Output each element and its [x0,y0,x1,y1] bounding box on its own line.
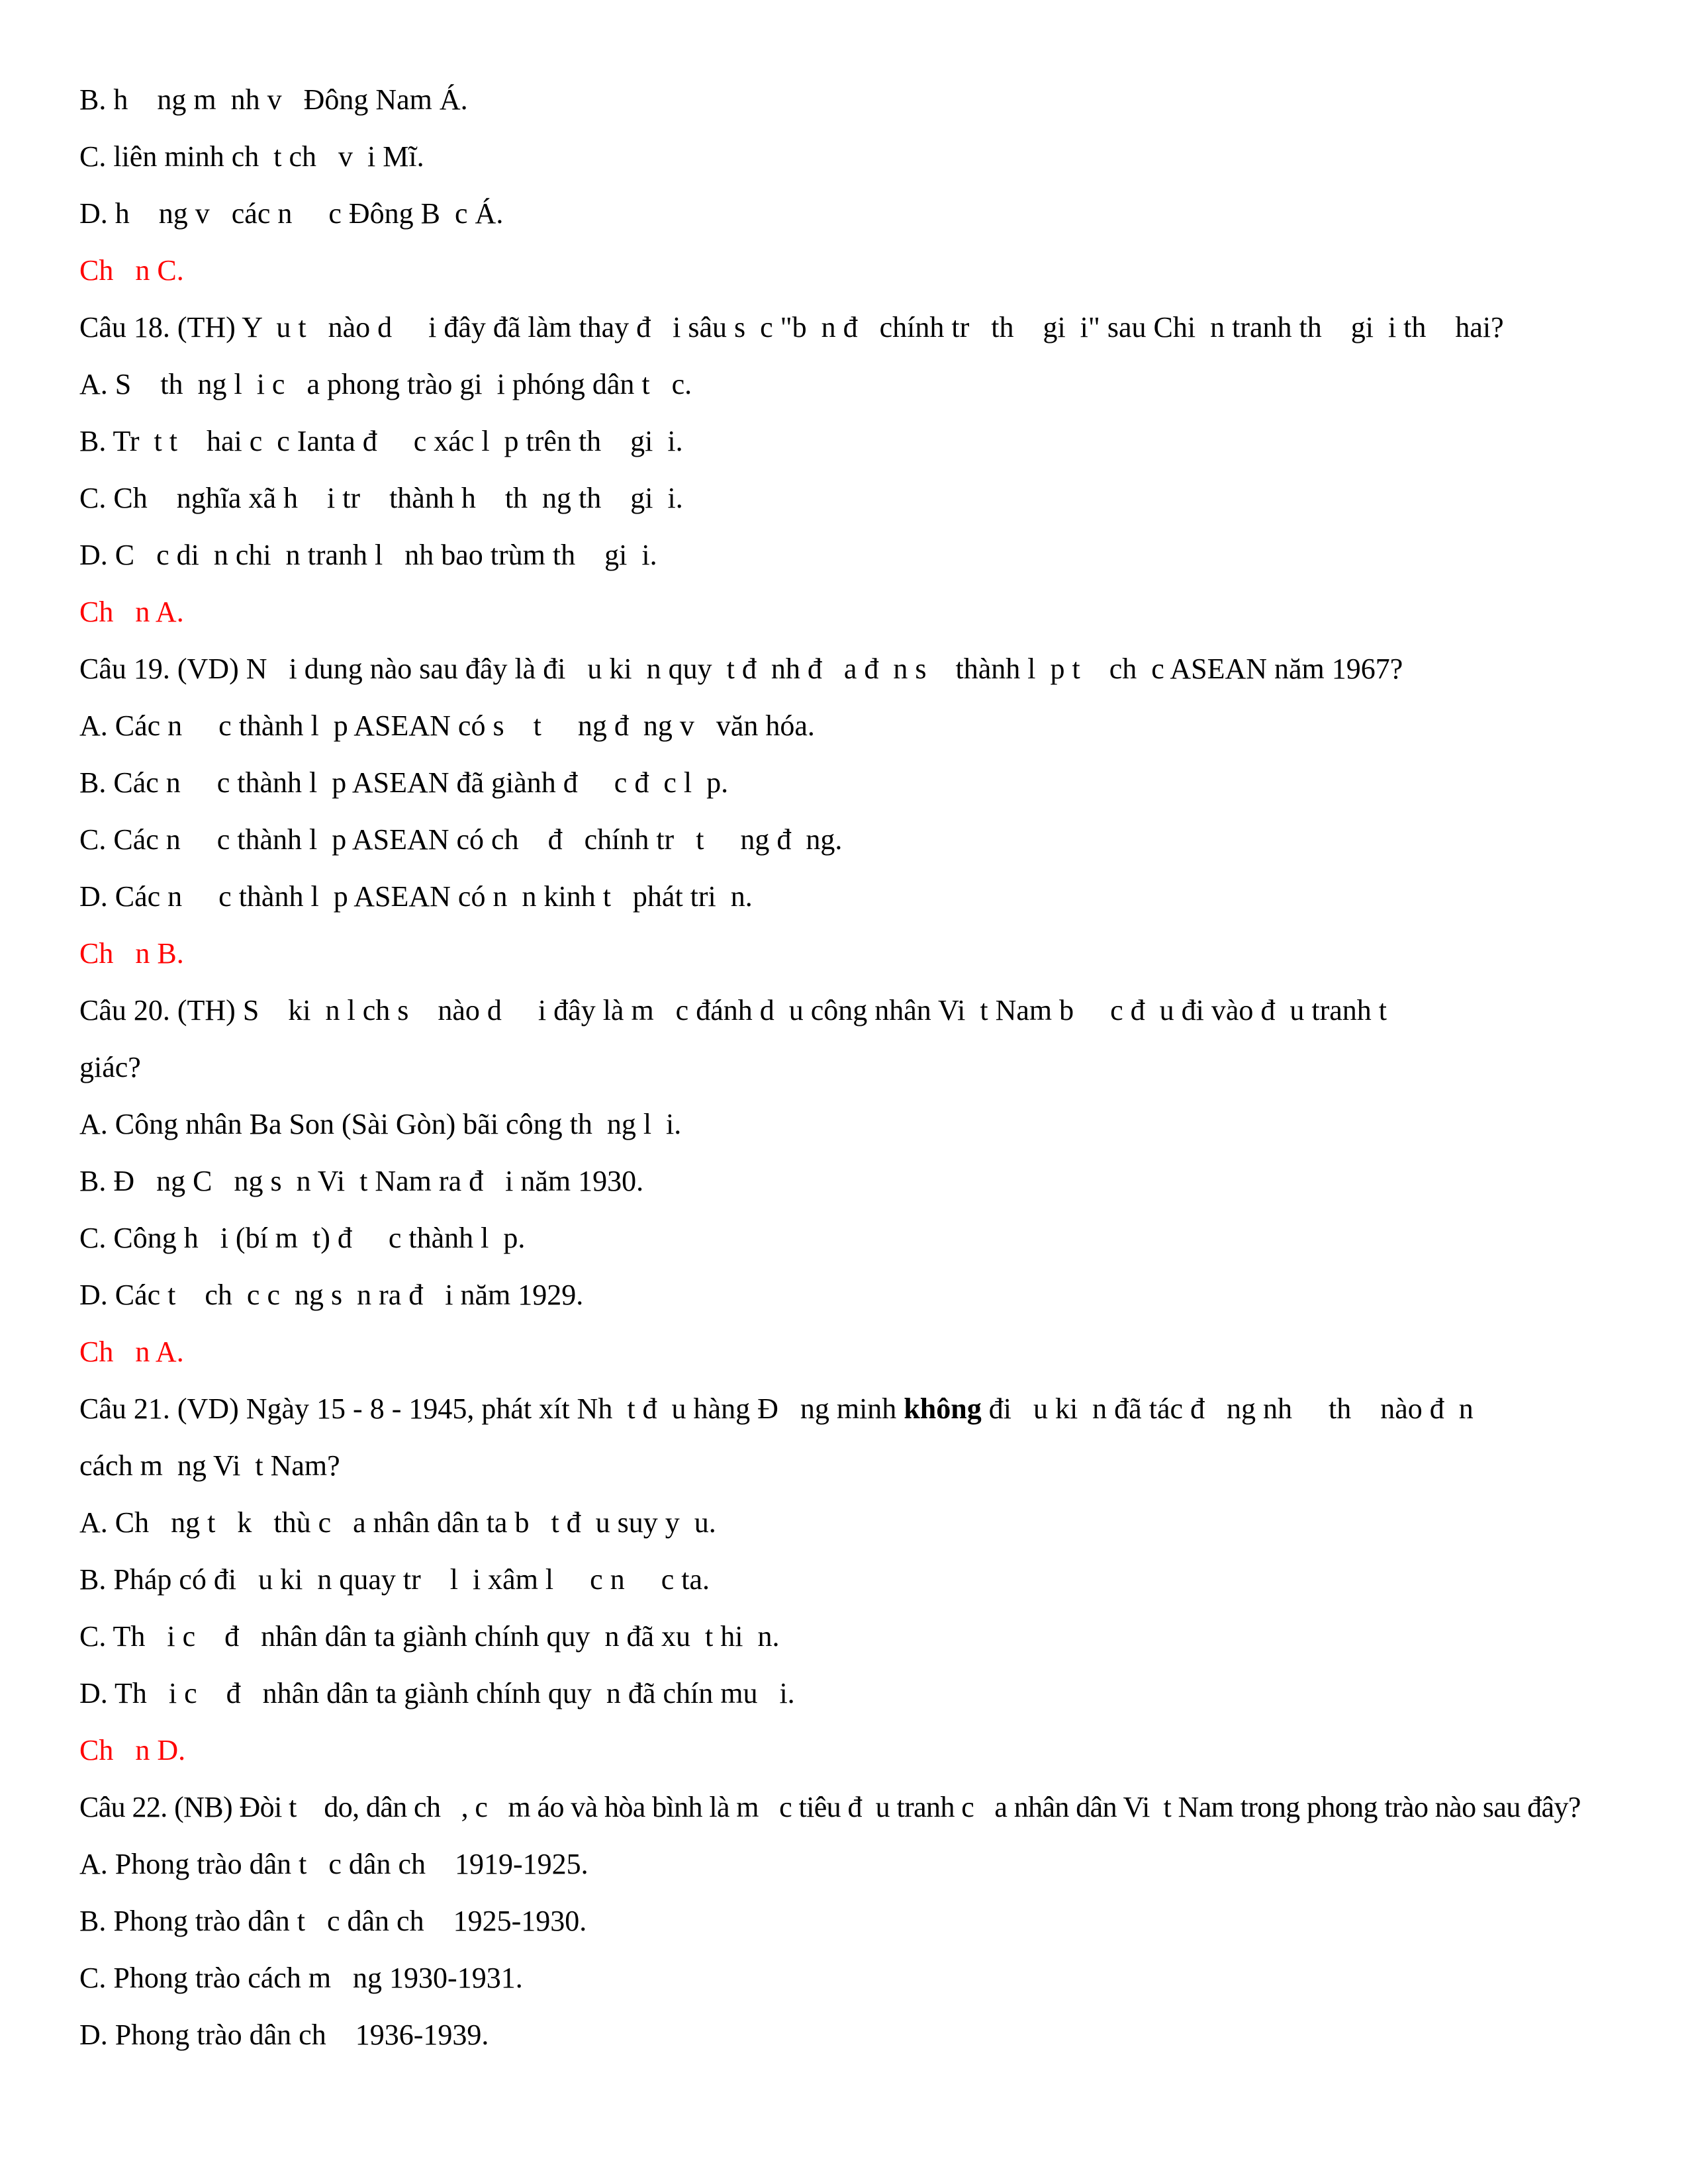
option-c-q19: C. Các n c thành l p ASEAN có ch đ chính tr t ng đ ng. [79,823,843,856]
option-a-q20: A. Công nhân Ba Son (Sài Gòn) bãi công th ng l i. [79,1108,682,1140]
option-b-q20: B. Đ ng C ng s n Vi t Nam ra đ i năm 1930. [79,1165,644,1197]
answer-q21: Ch n D. [79,1734,186,1766]
document-page [79,71,1622,2064]
option-d-q20: D. Các t ch c c ng s n ra đ i năm 1929. [79,1279,584,1311]
answer-q18: Ch n A. [79,596,184,628]
question-21-line-2: cách m ng Vi t Nam? [79,1449,340,1482]
option-c-q17: C. liên minh ch t ch v i Mĩ. [79,140,424,173]
option-d-q22: D. Phong trào dân ch 1936-1939. [79,2019,489,2051]
option-a-q19: A. Các n c thành l p ASEAN có s t ng đ ng v văn hóa. [79,709,815,742]
question-21-text-start: Câu 21. (VD) Ngày 15 - 8 - 1945, phát xít Nh t đ u hàng Đ ng minh [79,1392,904,1425]
answer-q17: Ch n C. [79,254,184,287]
option-a-q22: A. Phong trào dân t c dân ch 1919-1925. [79,1848,588,1880]
option-a-q18: A. S th ng l i c a phong trào gi i phóng dân t c. [79,368,692,400]
option-c-q20: C. Công h i (bí m t) đ c thành l p. [79,1222,526,1254]
option-b-q19: B. Các n c thành l p ASEAN đã giành đ c đ c l p. [79,766,729,799]
option-c-q22: C. Phong trào cách m ng 1930-1931. [79,1962,523,1994]
option-b-q21: B. Pháp có đi u ki n quay tr l i xâm l c n c ta. [79,1563,710,1596]
question-18: Câu 18. (TH) Y u t nào d i đây đã làm thay đ i sâu s c "b n đ chính tr th gi i" sau Chi n tranh th gi i th hai? [79,311,1504,343]
question-22: Câu 22. (NB) Đòi t do, dân ch , c m áo và hòa bình là m c tiêu đ u tranh c a nhân dân Vi t Nam trong phong trào nào sau đây? [79,1791,1581,1823]
question-20-line-2: giác? [79,1051,141,1083]
option-b-q18: B. Tr t t hai c c Ianta đ c xác l p trên th gi i. [79,425,683,457]
answer-q19: Ch n B. [79,937,184,970]
option-b-q22: B. Phong trào dân t c dân ch 1925-1930. [79,1905,587,1937]
question-20-line-1: Câu 20. (TH) S ki n l ch s nào d i đây là m c đánh d u công nhân Vi t Nam b c đ u đi vào đ u tranh t [79,994,1387,1026]
option-c-q18: C. Ch nghĩa xã h i tr thành h th ng th gi i. [79,482,683,514]
option-d-q18: D. C c di n chi n tranh l nh bao trùm th gi i. [79,539,657,571]
option-d-q19: D. Các n c thành l p ASEAN có n n kinh t phát tri n. [79,880,753,913]
option-d-q21: D. Th i c đ nhân dân ta giành chính quy n đã chín mu i. [79,1677,795,1709]
question-21-text-end: đi u ki n đã tác đ ng nh th nào đ n [981,1392,1474,1425]
question-21-bold-word: không [904,1392,982,1425]
option-a-q21: A. Ch ng t k thù c a nhân dân ta b t đ u suy y u. [79,1506,716,1539]
answer-q20: Ch n A. [79,1336,184,1368]
question-19: Câu 19. (VD) N i dung nào sau đây là đi u ki n quy t đ nh đ a đ n s thành l p t ch c ASEAN năm 1967? [79,653,1403,685]
option-d-q17: D. h ng v các n c Đông B c Á. [79,197,504,230]
option-c-q21: C. Th i c đ nhân dân ta giành chính quy n đã xu t hi n. [79,1620,780,1653]
question-21-line-1 [79,1381,1622,1437]
option-b-q17: B. h ng m nh v Đông Nam Á. [79,83,468,116]
